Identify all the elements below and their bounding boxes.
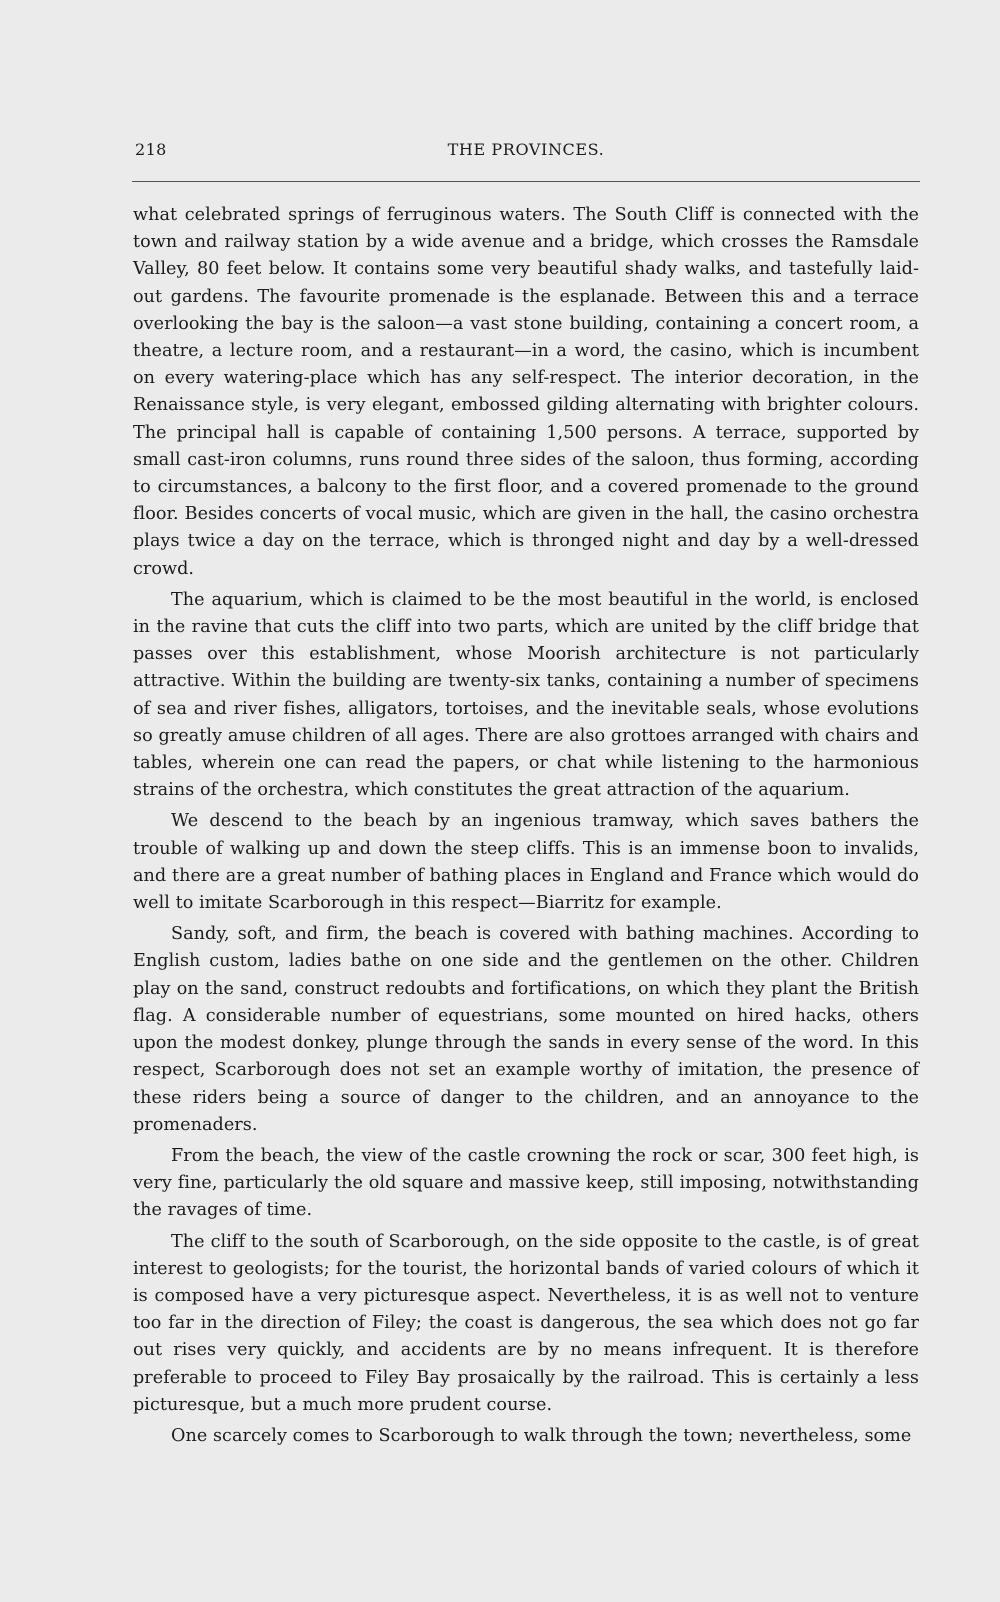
running-head: THE PROVINCES. xyxy=(447,140,605,159)
paragraph: The cliff to the south of Scarborough, on the side opposite to the castle, is of great interest to geologists; for the tourist, the horizontal bands of varied colours of which it is composed have a very picturesque aspect. Nevertheless, it is as well not to venture too far in the direction of Filey; the coast is dangerous, the sea which does not go far out rises very quickly, and accidents are by no means infrequent. It is therefore preferable to proceed to Filey Bay prosaically by the railroad. This is certainly a less picturesque, but a much more prudent course. xyxy=(133,1231,919,1415)
paragraph: We descend to the beach by an ingenious tramway, which saves bathers the trouble of walking up and down the steep cliffs. This is an immense boon to invalids, and there are a great number of bathing places in England and France which would do well to imitate Scarborough in this respect—Biarritz for example. xyxy=(133,811,919,914)
paragraph: what celebrated springs of ferruginous waters. The South Cliff is connected with the town and railway station by a wide avenue and a bridge, which crosses the Ramsdale Valley, 80 feet below. It contains some very beautiful shady walks, and tastefully laid-out gardens. The favourite promenade is the esplanade. Between this and a terrace overlooking the bay is the saloon—a vast stone building, containing a concert room, a theatre, a lecture room, and a restaurant—in a word, the casino, which is incumbent on every watering-place which has any self-respect. The interior decoration, in the Renaissance style, is very elegant, embossed gilding alternating with brighter colours. The principal hall is capable of containing 1,500 persons. A terrace, supported by small cast-iron columns, runs round three sides of the saloon, thus forming, according to circumstances, a balcony to the first floor, and a covered promenade to the ground floor. Besides concerts of vocal music, which are given in the hall, the casino orchestra plays twice a day on the terrace, which is thronged night and day by a well-dressed crowd. xyxy=(133,205,919,579)
paragraph: From the beach, the view of the castle crowning the rock or scar, 300 feet high, is very fine, particularly the old square and massive keep, still imposing, notwithstanding the ravages of time. xyxy=(133,1145,919,1221)
paragraph: The aquarium, which is claimed to be the most beautiful in the world, is enclosed in the ravine that cuts the cliff into two parts, which are united by the cliff bridge that passes over this establishment, whose Moorish architecture is not particularly attractive. Within the building are twenty-six tanks, containing a number of specimens of sea and river fishes, alligators, tortoises, and the inevitable seals, whose evolutions so greatly amuse children of all ages. There are also grottoes arranged with chairs and tables, wherein one can read the papers, or chat while listening to the harmonious strains of the orchestra, which constitutes the great attraction of the aquarium. xyxy=(133,589,919,801)
body-text xyxy=(133,202,919,1446)
paragraph: One scarcely comes to Scarborough to walk through the town; nevertheless, some xyxy=(171,1425,912,1446)
page-header xyxy=(133,136,919,162)
paragraph: Sandy, soft, and firm, the beach is covered with bathing machines. According to English custom, ladies bathe on one side and the gentlemen on the other. Children play on the sand, construct redoubts and fortifications, on which they plant the British flag. A considerable number of equestrians, some mounted on hired hacks, others upon the modest donkey, plunge through the sands in every sense of the word. In this respect, Scarborough does not set an example worthy of imitation, the presence of these riders being a source of danger to the children, and an annoyance to the promenaders. xyxy=(133,924,919,1135)
header-rule xyxy=(132,181,920,182)
page-number: 218 xyxy=(135,140,167,159)
